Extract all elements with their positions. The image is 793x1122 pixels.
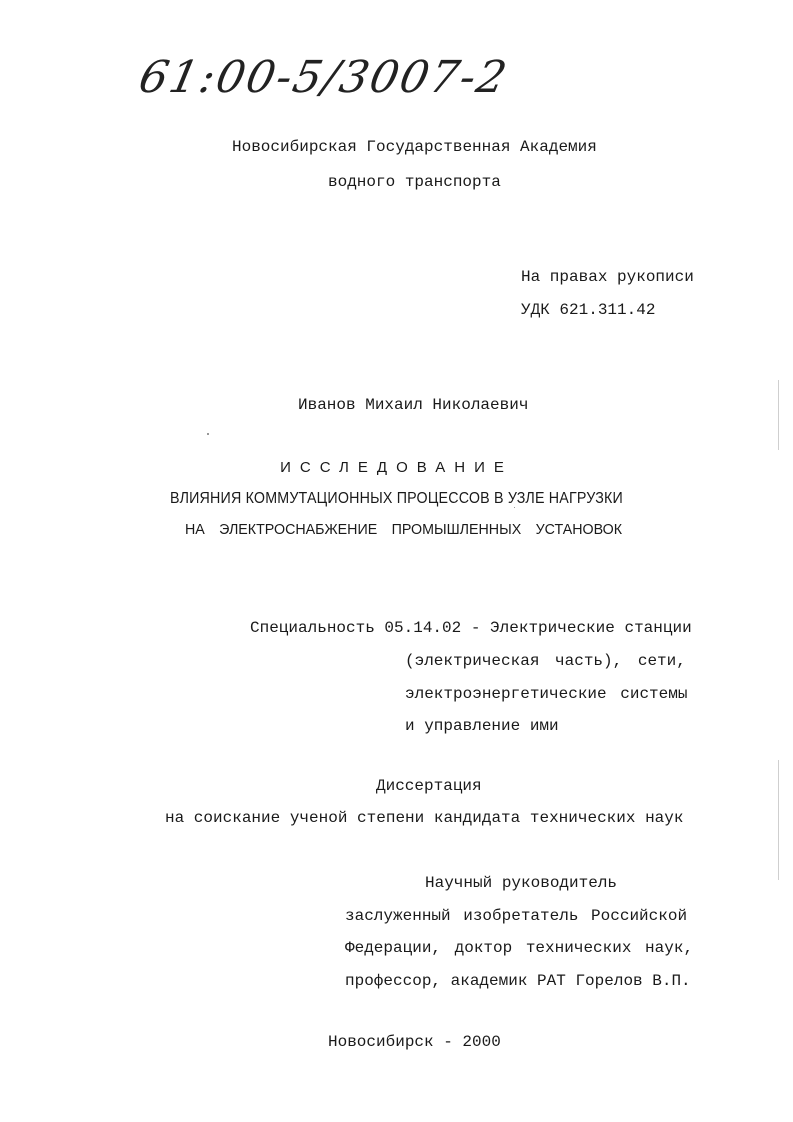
title-heading: ИССЛЕДОВАНИЕ [280, 459, 513, 476]
title-word: НА [185, 521, 205, 538]
archive-number-handwritten: 61:00-5/3007-2 [134, 52, 513, 103]
title-line-3 [185, 520, 622, 540]
title-word: ЭЛЕКТРОСНАБЖЕНИЕ [219, 521, 378, 538]
scan-edge-mark [778, 760, 779, 880]
supervisor-line-1: заслуженный изобретатель Российской [345, 907, 688, 925]
institution-line-2: водного транспорта [328, 173, 501, 191]
dissertation-label: Диссертация [376, 777, 482, 795]
title-word: УСТАНОВОК [535, 521, 622, 538]
scan-speck [207, 433, 209, 435]
specialty-line-3: электроэнергетические системы [405, 685, 688, 703]
specialty-line-2: (электрическая часть), сети, [405, 652, 686, 670]
degree-purpose: на соискание ученой степени кандидата технических наук [165, 809, 684, 827]
author-name: Иванов Михаил Николаевич [298, 396, 529, 414]
scan-edge-mark [778, 380, 779, 450]
specialty-line-4: и управление ими [405, 717, 559, 735]
title-word: ПРОМЫШЛЕННЫХ [391, 521, 522, 538]
supervisor-label: Научный руководитель [425, 874, 618, 892]
title-line-2: ВЛИЯНИЯ КОММУТАЦИОННЫХ ПРОЦЕССОВ В УЗЛЕ НАГРУЗКИ [170, 490, 623, 507]
supervisor-line-3: профессор, академик РАТ Горелов В.П. [345, 972, 691, 990]
supervisor-line-2: Федерации, доктор технических наук, [345, 939, 694, 957]
specialty-line-1: Специальность 05.14.02 - Электрические станции [250, 619, 692, 637]
manuscript-rights-label: На правах рукописи [521, 268, 694, 286]
institution-line-1: Новосибирская Государственная Академия [232, 138, 597, 156]
scan-speck [514, 507, 515, 508]
udc-code: УДК 621.311.42 [521, 301, 656, 319]
city-year: Новосибирск - 2000 [328, 1033, 501, 1051]
